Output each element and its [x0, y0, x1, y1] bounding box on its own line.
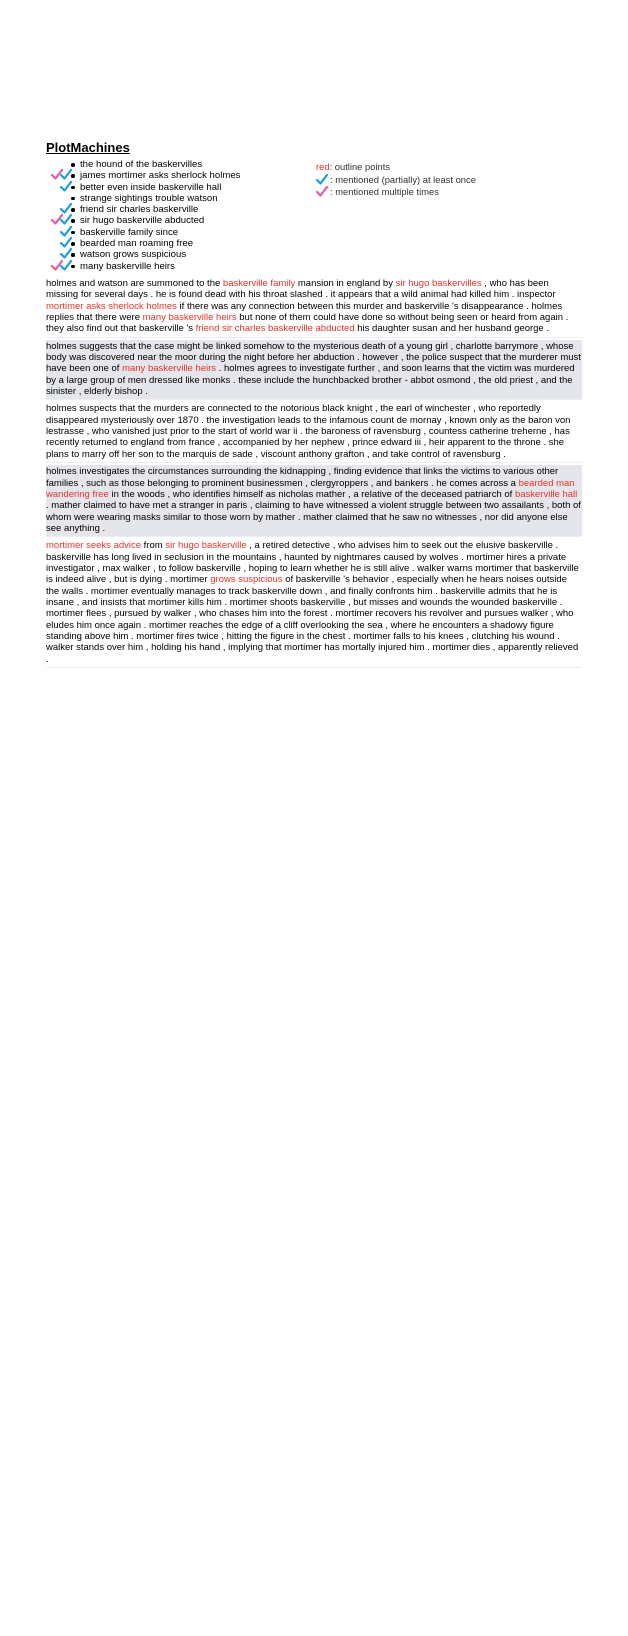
bullet-icon	[71, 253, 75, 257]
bullet-icon	[71, 208, 75, 212]
outline-point-mention: sir hugo baskerville	[165, 540, 247, 552]
story-paragraph	[46, 465, 582, 537]
outline-point-mention: sir hugo baskervilles	[395, 278, 482, 289]
story-text: . holmes agrees to investigate further , and soon learns that the victim was murdered by a large group of men dressed like monks . these include the hunchbacked brother - abbot osmond , the old priest , and the sinister , elderly bishop .	[46, 363, 575, 398]
story-text: but none of them could have done so without being seen or heard from again . they also find out that baskerville 's	[46, 312, 569, 335]
outline-item-text: bearded man roaming free	[80, 238, 194, 250]
outline-point-mention: baskerville family	[222, 278, 296, 289]
outline-item	[46, 204, 582, 215]
generated-story	[46, 277, 582, 668]
legend-row-partial	[316, 174, 476, 187]
figure-title: PlotMachines	[46, 140, 130, 155]
legend-red-word: red	[316, 161, 330, 172]
outline-point-mention: bearded man wandering free	[46, 477, 575, 500]
story-text: holmes suspects that the murders are connected to the notorious black knight , the earl of winchester , who reportedly disappeared mysteriously over 1870 . the investigation leads to the infamous count de mornay , known only as the baron von lestrasse , who vanished just prior to the start of world war ii . the baroness of ravensburg , countess catherine treherne , has recently returned to england from france , accompanied by her nephew , prince edward iii , heir apparent to the throne . she plans to marry off her son to the marquis de sade , viscount anthony grafton , and take control of ravensburg .	[46, 403, 571, 460]
bullet-icon	[71, 174, 75, 178]
legend-row-red	[316, 161, 476, 174]
legend-row-multiple	[316, 186, 476, 199]
outline-point-mention: friend sir charles baskerville abducted	[195, 323, 355, 335]
outline-item	[46, 170, 582, 181]
plotmachines-figure	[46, 140, 582, 670]
legend	[316, 161, 476, 199]
story-text: if there was any connection between this murder and baskerville 's disappearance . holmes replies that there were	[46, 300, 563, 324]
outline-item-text: friend sir charles baskerville	[80, 204, 199, 216]
outline-point-mention: mortimer asks sherlock holmes	[46, 300, 177, 312]
outline-item	[46, 227, 582, 238]
outline-item	[46, 193, 582, 204]
outline-item	[46, 215, 582, 226]
story-text: . mather claimed to have met a stranger in paris , claiming to have witnessed a violent struggle between two assailants , both of whom were wearing masks similar to those worn by mather . mather claimed that he saw no witnesses , nor did anyone else see anything .	[46, 500, 581, 534]
story-paragraph	[46, 340, 582, 401]
outline-item	[46, 261, 582, 272]
outline-item	[46, 159, 582, 170]
story-text: in the woods , who identifies himself as nicholas mather , a relative of the deceased patriarch of	[108, 488, 515, 500]
story-text: from	[141, 540, 166, 552]
outline-item-text: many baskerville heirs	[80, 260, 175, 272]
bullet-icon	[71, 186, 75, 190]
outline-item	[46, 182, 582, 193]
legend-partial-desc: : mentioned (partially) at least once	[330, 173, 476, 185]
bullet-icon	[71, 163, 75, 167]
pink-check-icon	[316, 186, 328, 197]
outline-point-mention: many baskerville heirs	[142, 312, 237, 324]
outline-item	[46, 238, 582, 249]
legend-red-desc: : outline points	[329, 161, 391, 172]
story-paragraph	[46, 402, 582, 463]
story-paragraph	[46, 539, 582, 668]
outline-list	[46, 159, 582, 272]
outline-item-text: strange sightings trouble watson	[80, 192, 218, 204]
bullet-icon	[71, 219, 75, 223]
outline-point-mention: baskerville hall	[514, 488, 578, 500]
story-text: , who has been missing for several days . he is found dead with his throat slashed . it appears that a wild animal had killed him . inspector	[46, 278, 556, 301]
outline-point-mention: grows suspicious	[210, 574, 283, 586]
outline-item	[46, 249, 582, 260]
outline-item-text: james mortimer asks sherlock holmes	[80, 170, 241, 182]
bullet-icon	[71, 231, 75, 235]
legend-multiple-desc: : mentioned multiple times	[330, 186, 439, 197]
story-paragraph	[46, 277, 582, 338]
outline-item-text: watson grows suspicious	[80, 249, 187, 261]
bullet-icon	[71, 242, 75, 246]
bullet-icon	[71, 265, 75, 269]
outline-point-mention: mortimer seeks advice	[46, 540, 142, 552]
outline-section	[46, 159, 582, 273]
story-text: his daughter susan and her husband george .	[354, 323, 549, 335]
story-text: mansion in england by	[295, 278, 396, 289]
story-text: of baskerville 's behavior , especially when he hears noises outside the walls . mortimer eventually manages to track baskerville down , and finally confronts him . baskerville admits that he is insane , and insists that mortimer kills him . mortimer shoots baskerville , but misses and wounds the wounded baskerville . mortimer flees , pursued by walker , who chases him into the forest . mortimer recovers his revolver and pursues walker , who eludes him once again . mortimer reaches the edge of a cliff overlooking the sea , where he encounters a shadowy figure standing above him . mortimer fires twice , hitting the figure in the chest . mortimer falls to his knees , clutching his wound . walker stands over him , holding his hand , implying that mortimer has mortally injured him . mortimer dies , apparently relieved .	[46, 574, 579, 665]
outline-item-text: sir hugo baskerville abducted	[80, 215, 205, 227]
outline-item-text: the hound of the baskervilles	[80, 159, 203, 170]
story-text: holmes investigates the circumstances surrounding the kidnapping , finding evidence that links the victims to various other families , such as those belonging to prominent businessmen , clergyroppers , and bankers . he comes across a	[46, 466, 559, 489]
bullet-icon	[71, 197, 75, 201]
blue-check-icon	[316, 174, 328, 185]
story-text: holmes suggests that the case might be linked somehow to the mysterious death of a young girl , charlotte barrymore , whose body was discovered near the moor during the night before her abduction . however , the police suspect that the murderer must have been one of	[46, 340, 581, 375]
story-text: , a retired detective , who advises him to seek out the elusive baskerville . baskerville has long lived in seclusion in the mountains , haunted by nightmares caused by wolves . mortimer hires a private investigator , max walker , to follow baskerville , hoping to learn whether he is still alive . walker warns mortimer that baskerville is indeed alive , but is dying . mortimer	[46, 540, 579, 586]
outline-item-text: better even inside baskerville hall	[80, 181, 222, 193]
outline-point-mention: many baskerville heirs	[122, 363, 217, 375]
outline-item-text: baskerville family since	[80, 226, 179, 238]
story-text: holmes and watson are summoned to the	[46, 278, 223, 289]
